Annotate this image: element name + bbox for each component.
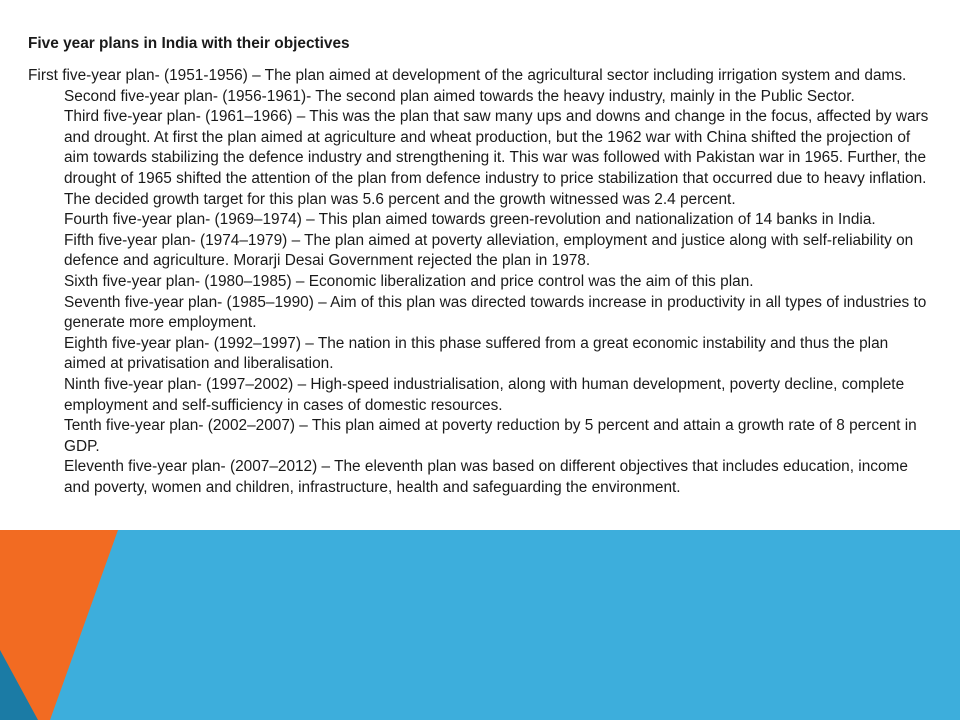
plan-item-3 bbox=[28, 107, 932, 210]
plan-label: Eighth five-year plan- (1992–1997) bbox=[64, 334, 301, 352]
slide-content bbox=[28, 34, 932, 498]
plan-text: – The nation in this phase suffered from a great economic instability and thus the plan aimed at privatisation and liberalisation. bbox=[64, 334, 889, 373]
plan-text: – Aim of this plan was directed towards increase in productivity in all types of industries to generate more employment. bbox=[64, 293, 927, 332]
plan-text: – Economic liberalization and price control was the aim of this plan. bbox=[291, 272, 754, 290]
plan-text: – This plan aimed towards green-revolution and nationalization of 14 banks in India. bbox=[301, 211, 876, 229]
plan-item-2 bbox=[28, 87, 932, 108]
plan-text: – The plan aimed at development of the agricultural sector including irrigation system and dams. bbox=[247, 67, 907, 84]
slide-title: Five year plans in India with their objectives bbox=[28, 35, 350, 52]
plan-item-11 bbox=[28, 457, 932, 498]
plan-item-10 bbox=[28, 416, 932, 457]
plan-label: Ninth five-year plan- (1997–2002) bbox=[64, 375, 294, 393]
plan-text: – This was the plan that saw many ups and downs and change in the focus, affected by wars and drought. At first the plan aimed at agriculture and wheat production, but the 1962 war with China shifted the projection of aim towards stabilizing the defence industry and strengthening it. This war was followed with Pakistan war in 1965. Further, the drought of 1965 shifted the attention of the plan from defence industry to price stabilization that occurred due to heavy inflation. The decided growth target for this plan was 5.6 percent and the growth witnessed was 2.4 percent. bbox=[64, 108, 929, 208]
blue-band bbox=[0, 530, 960, 720]
plan-label: Third five-year plan- (1961–1966) bbox=[64, 108, 293, 126]
plan-item-6 bbox=[28, 272, 932, 293]
plan-label: Eleventh five-year plan- (2007–2012) bbox=[64, 458, 318, 476]
plan-label: Fourth five-year plan- (1969–1974) bbox=[64, 211, 302, 229]
plan-label: Sixth five-year plan- (1980–1985) bbox=[64, 272, 292, 290]
plan-label: Seventh five-year plan- (1985–1990) bbox=[64, 293, 314, 311]
plan-text: - The second plan aimed towards the heavy industry, mainly in the Public Sector. bbox=[306, 87, 855, 105]
plan-label: Fifth five-year plan- (1974–1979) bbox=[64, 231, 288, 249]
plan-label: Tenth five-year plan- (2002–2007) bbox=[64, 417, 296, 435]
plan-text: – The eleventh plan was based on different objectives that includes education, income and poverty, women and children, infrastructure, health and safeguarding the environment. bbox=[64, 458, 908, 496]
plan-item-1 bbox=[28, 66, 932, 87]
plan-label: First five-year plan- (1951-1956) bbox=[28, 67, 248, 84]
plan-text: – High-speed industrialisation, along with human development, poverty decline, complete employment and self-sufficiency in cases of domestic resources. bbox=[64, 375, 905, 414]
plan-item-8 bbox=[28, 334, 932, 375]
plan-text: – The plan aimed at poverty alleviation, employment and justice along with self-reliability on defence and agriculture. Morarji Desai Government rejected the plan in 1978. bbox=[64, 231, 914, 270]
plan-item-5 bbox=[28, 231, 932, 272]
plan-text: – This plan aimed at poverty reduction by 5 percent and attain a growth rate of 8 percent in GDP. bbox=[64, 417, 917, 455]
plan-item-4 bbox=[28, 210, 932, 231]
plan-item-7 bbox=[28, 293, 932, 334]
plan-label: Second five-year plan- (1956-1961) bbox=[64, 87, 307, 105]
plan-item-9 bbox=[28, 375, 932, 416]
